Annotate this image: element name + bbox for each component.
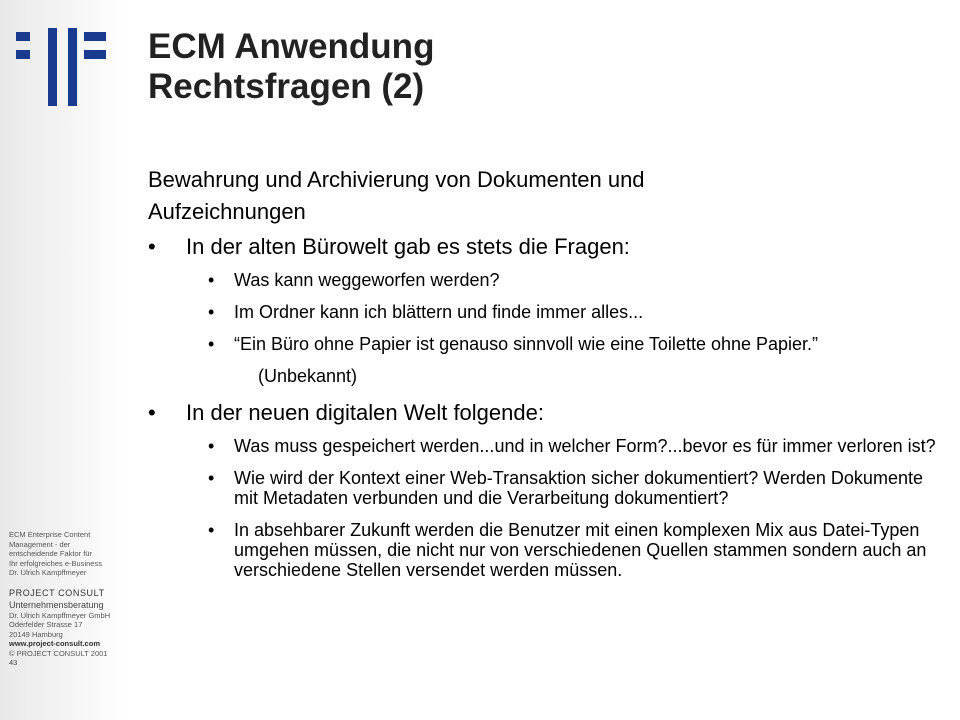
bullet-icon: • [208, 302, 215, 322]
sidebar-description [9, 530, 127, 578]
intro-text [148, 164, 938, 228]
sidebar-description-line: entscheidende Faktor für [9, 549, 92, 558]
slide-number: 43 [9, 658, 18, 667]
bullet-icon: • [208, 334, 215, 354]
company-url: www.project-consult.com [9, 639, 100, 648]
company-name: PROJECT CONSULT [9, 587, 105, 598]
list-item-text: “Ein Büro ohne Papier ist genauso sinnvoll wie eine Toilette ohne Papier.” [234, 334, 819, 354]
slide-content [148, 164, 938, 592]
section-heading-text: In der alten Bürowelt gab es stets die Fragen: [186, 234, 630, 259]
sidebar-info [9, 530, 127, 668]
section-heading-text: In der neuen digitalen Welt folgende: [186, 400, 544, 425]
list-item [148, 334, 938, 354]
list-item-text: In absehbarer Zukunft werden die Benutzer mit einen komplexen Mix aus Datei-Typen umgehen müssen, die nicht nur von verschiedenen Quellen stammen sondern auch an verschiedene Stellen versendet werden müssen. [234, 520, 927, 580]
title-line-2: Rechtsfragen (2) [148, 67, 425, 106]
list-item-text: Wie wird der Kontext einer Web-Transaktion sicher dokumentiert? Werden Dokumente mit Metadaten verbunden und die Verarbeitung dokumentiert? [234, 468, 923, 508]
list-item [148, 270, 938, 290]
company-logo [16, 28, 108, 106]
list-item-text: Was muss gespeichert werden...und in welcher Form?...bevor es für immer verloren ist? [234, 436, 936, 456]
sidebar-description-line: Management - der [9, 539, 71, 549]
list-item [148, 436, 938, 456]
bullet-icon: • [208, 270, 215, 290]
sidebar-author: Dr. Ulrich Kampffmeyer [9, 568, 87, 577]
bullet-icon: • [208, 468, 215, 488]
address-line: 20149 Hamburg [9, 629, 63, 639]
section-heading [148, 400, 938, 426]
list-item-text: Was kann weggeworfen werden? [234, 270, 500, 290]
list-item [148, 468, 938, 508]
copyright: © PROJECT CONSULT 2001 [9, 648, 108, 658]
bullet-icon: • [208, 436, 215, 456]
sidebar-description-line: Ihr erfolgreiches e-Business [9, 558, 102, 568]
section-heading [148, 234, 938, 260]
address-line: Oderfelder Strasse 17 [9, 620, 83, 629]
bullet-icon: • [148, 234, 156, 259]
intro-line: Aufzeichnungen [148, 199, 306, 224]
list-item [148, 302, 938, 322]
sidebar-description-line: ECM Enterprise Content [9, 530, 91, 539]
intro-line: Bewahrung und Archivierung von Dokumenten und [148, 167, 645, 192]
bullet-icon: • [148, 400, 156, 425]
list-item-text: Im Ordner kann ich blättern und finde immer alles... [234, 302, 644, 322]
title-line-1: ECM Anwendung [148, 27, 435, 66]
quote-attribution: (Unbekannt) [258, 366, 358, 386]
page-title [148, 27, 928, 107]
list-item [148, 520, 938, 580]
address-line: Dr. Ulrich Kampffmeyer GmbH [9, 610, 111, 620]
bullet-icon: • [208, 520, 215, 540]
sidebar [0, 0, 128, 720]
company-subtitle: Unternehmensberatung [9, 599, 104, 610]
